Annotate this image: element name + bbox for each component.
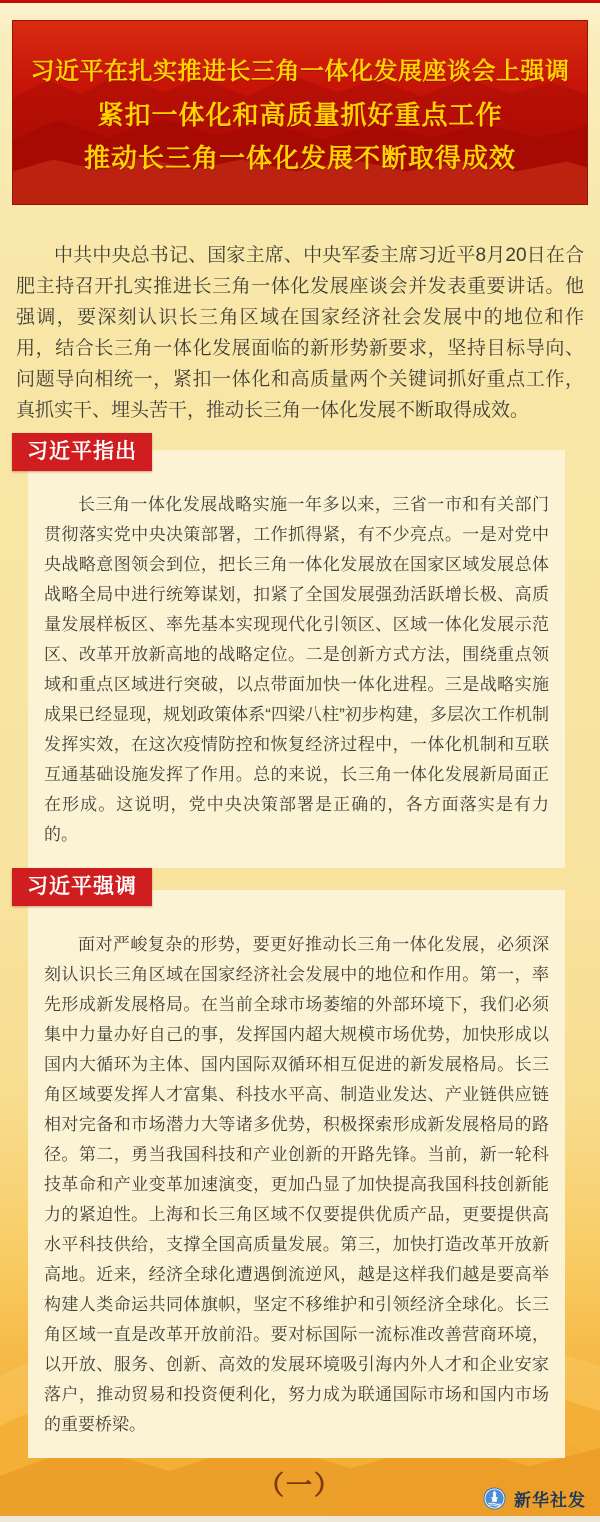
headline-line-3: 推动长三角一体化发展不断取得成效: [83, 142, 516, 173]
headline-block: [13, 21, 587, 204]
speaker-badge-pointed-out: 习近平指出: [12, 433, 152, 471]
headline-line-1: 习近平在扎实推进长三角一体化发展座谈会上强调: [30, 57, 570, 85]
statement-panel-1: [28, 450, 565, 868]
page-number: （一）: [257, 1470, 342, 1500]
credit-line: [483, 1486, 586, 1511]
top-border-strip: [0, 0, 600, 3]
bottom-border-strip: [0, 1516, 600, 1522]
statement-panel-2: [28, 890, 565, 1458]
xinhua-emblem-icon: [483, 1487, 506, 1510]
statement-body-2: 面对严峻复杂的形势，要更好推动长三角一体化发展，必须深刻认识长三角区域在国家经济社会发展中的地位和作用。第一，率先形成新发展格局。在当前全球市场萎缩的外部环境下，我们必须集中力量办好自己的事，发挥国内超大规模市场优势，加快形成以国内大循环为主体、国内国际双循环相互促进的新发展格局。长三角区域要发挥人才富集、科技水平高、制造业发达、产业链供应链相对完备和市场潜力大等诸多优势，积极探索形成新发展格局的路径。第二，勇当我国科技和产业创新的开路先锋。当前，新一轮科技革命和产业变革加速演变，更加凸显了加快提高我国科技创新能力的紧迫性。上海和长三角区域不仅要提供优质产品，更要提供高水平科技供给，支撑全国高质量发展。第三，加快打造改革开放新高地。近来，经济全球化遭遇倒流逆风，越是这样我们越是要高举构建人类命运共同体旗帜，坚定不移维护和引领经济全球化。长三角区域一直是改革开放前沿。要对标国际一流标准改善营商环境，以开放、服务、创新、高效的发展环境吸引海内外人才和企业安家落户，推动贸易和投资便利化，努力成为联通国际市场和国内市场的重要桥梁。: [44, 935, 549, 1434]
header-banner: [12, 20, 588, 205]
headline-line-2: 紧扣一体化和高质量抓好重点工作: [97, 99, 503, 130]
credit-text: 新华社发: [514, 1491, 586, 1510]
intro-paragraph: 中共中央总书记、国家主席、中央军委主席习近平8月20日在合肥主持召开扎实推进长三角一体化发展座谈会并发表重要讲话。他强调，要深刻认识长三角区域在国家经济社会发展中的地位和作用，结合长三角一体化发展面临的新形势新要求，坚持目标导向、问题导向相统一，紧扣一体化和高质量两个关键词抓好重点工作，真抓实干、埋头苦干，推动长三角一体化发展不断取得成效。: [16, 245, 584, 421]
speaker-badge-emphasized: 习近平强调: [12, 868, 152, 906]
statement-body-1: 长三角一体化发展战略实施一年多以来，三省一市和有关部门贯彻落实党中央决策部署，工作抓得紧，有不少亮点。一是对党中央战略意图领会到位，把长三角一体化发展放在国家区域发展总体战略全局中进行统筹谋划，扣紧了全国发展强劲活跃增长极、高质量发展样板区、率先基本实现现代化引领区、区域一体化发展示范区、改革开放新高地的战略定位。二是创新方式方法，围绕重点领域和重点区域进行突破，以点带面加快一体化进程。三是战略实施成果已经显现，规划政策体系“四梁八柱”初步构建，多层次工作机制发挥实效，在这次疫情防控和恢复经济过程中，一体化机制和互联互通基础设施发挥了作用。总的来说，长三角一体化发展新局面正在形成。这说明，党中央决策部署是正确的，各方面落实是有力的。: [44, 495, 549, 844]
